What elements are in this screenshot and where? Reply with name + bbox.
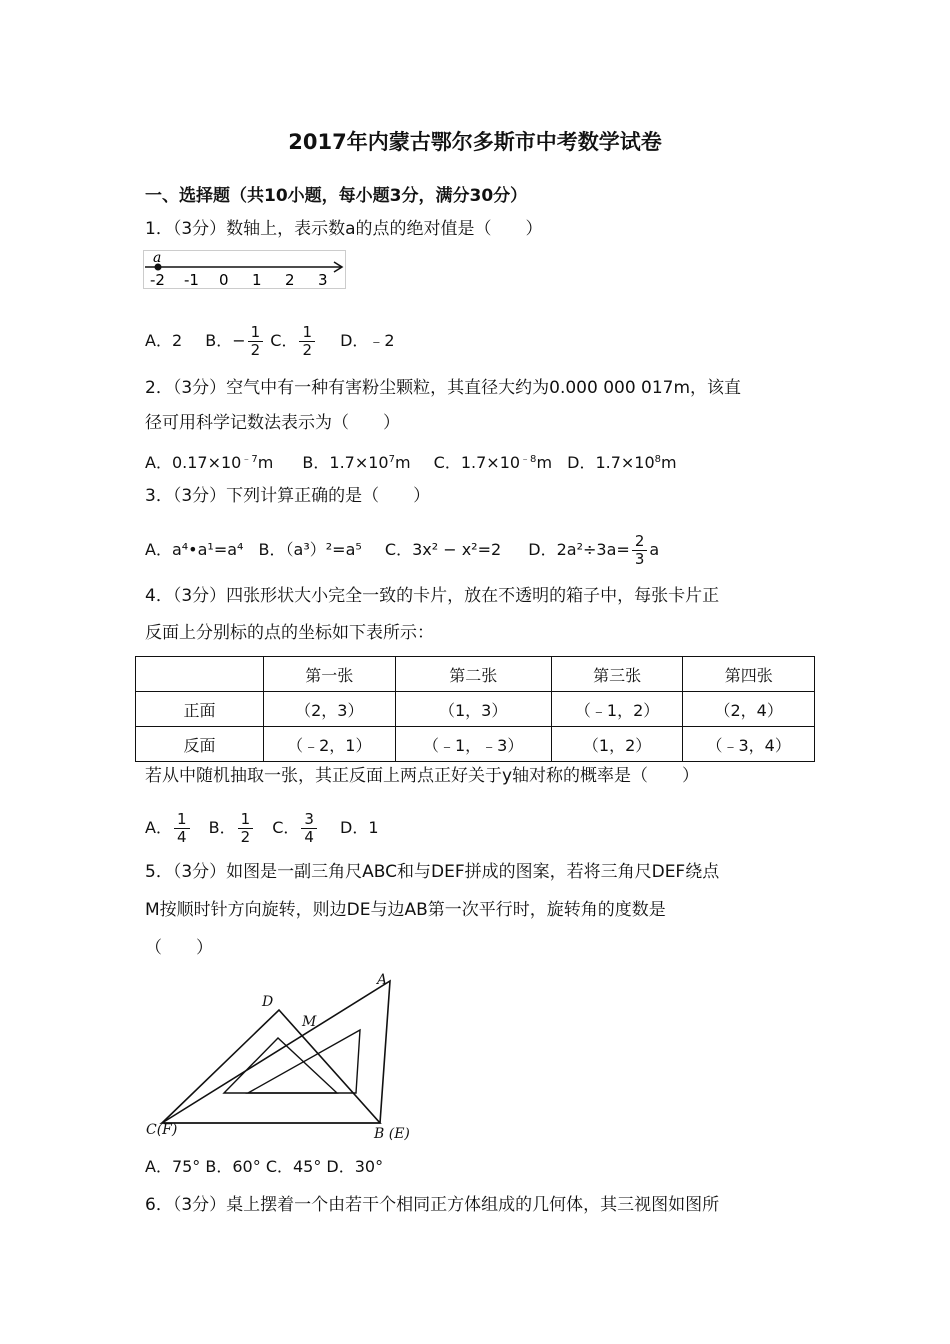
coordinates-table [135,656,815,762]
q2-option-b: B．$1.7\times 10^7m$ [302,453,411,472]
table-cell: 正面 [136,692,264,727]
q5-line-1: 5．（3分）如图是一副三角尺ABC和与DEF拼成的图案，若将三角尺DEF绕点 [145,862,720,882]
table-header-cell: 第三张 [551,657,683,692]
table-header-cell: 第四张 [683,657,815,692]
q4-option-c-fraction: $\frac{3}{4}$ [301,811,317,846]
tick-label: 3 [318,271,328,289]
tick-label: 0 [219,271,229,289]
table-cell: （2，4） [683,692,815,727]
q1-option-b: B． [205,331,233,350]
label-c: C(F) [146,1122,178,1138]
table-cell: （﹣3，4） [683,727,815,762]
q6-line-1: 6．（3分）桌上摆着一个由若干个相同正方体组成的几何体，其三视图如图所 [145,1195,720,1215]
q3-option-d-tail: a [649,540,660,559]
table-cell [136,657,264,692]
q4-question: 若从中随机抽取一张，其正反面上两点正好关于y轴对称的概率是（ ） [145,766,700,786]
q2-option-a: A．$0.17\times 10^{﹣7}m$ [145,453,274,472]
q4-option-b: B． [208,818,236,837]
table-row-front [136,692,815,727]
q4-line-1: 4．（3分）四张形状大小完全一致的卡片，放在不透明的箱子中，每张卡片正 [145,586,720,606]
point-a-label: a [153,250,162,266]
table-header-cell: 第一张 [264,657,396,692]
triangle-def [162,1010,380,1123]
tick-label: -1 [184,271,199,289]
tick-label: -2 [150,271,165,289]
q4-options [145,811,379,846]
label-d: D [262,994,274,1010]
q4-option-a: A． [145,818,172,837]
q3-option-d-fraction: $\frac{2}{3}$ [632,533,648,568]
table-row-back [136,727,815,762]
table-cell: （1，3） [395,692,551,727]
tick-label: 1 [252,271,262,289]
number-line-frame [144,251,346,289]
label-b: B (E) [374,1126,410,1142]
q1-option-a: A．2 [145,331,183,350]
triangle-figure [142,970,422,1146]
q3-option-c: C．3x² − x²=2 [384,540,502,559]
axis-tick-labels [150,271,328,289]
q3-option-d: D．2a²÷3a= [528,540,630,559]
label-a: A [377,972,388,988]
table-header-cell: 第二张 [395,657,551,692]
section-heading: 一、选择题（共10小题，每小题3分，满分30分） [145,186,528,206]
q3-stem: 3．（3分）下列计算正确的是（ ） [145,486,431,506]
table-cell: （﹣1，﹣3） [395,727,551,762]
table-cell: （2，3） [264,692,396,727]
q3-option-b: B．（a³）²=a⁵ [258,540,362,559]
number-line-figure [143,250,348,290]
q1-option-c: C． [270,331,298,350]
q1-option-d: D．﹣2 [340,331,395,350]
q4-option-a-fraction: $\frac{1}{4}$ [174,811,190,846]
triangle-abc [162,981,390,1123]
q2-option-c: C．$1.7\times 10^{﹣8}m$ [433,453,553,472]
q3-options [145,533,659,568]
label-m: M [302,1014,317,1030]
q2-options [145,448,677,475]
table-cell: （﹣1，2） [551,692,683,727]
tick-label: 2 [285,271,295,289]
q4-line-2: 反面上分别标的点的坐标如下表所示： [145,623,434,643]
q1-options [145,324,395,359]
table-cell: 反面 [136,727,264,762]
q4-option-d: D．1 [340,818,379,837]
q2-line-1: 2．（3分）空气中有一种有害粉尘颗粒，其直径大约为0.000 000 017m，该直 [145,378,742,398]
q4-option-b-fraction: $\frac{1}{2}$ [238,811,254,846]
q1-option-b-sign: − [232,331,246,350]
page-title: 2017年内蒙古鄂尔多斯市中考数学试卷 [288,130,662,154]
q5-line-2: M按顺时针方向旋转，则边DE与边AB第一次平行时，旋转角的度数是 [145,900,666,920]
q5-line-3: （ ） [145,938,213,958]
table-cell: （1，2） [551,727,683,762]
q5-options: A．75° B．60° C．45° D．30° [145,1157,384,1176]
table-cell: （﹣2，1） [264,727,396,762]
q1-option-b-fraction: $\frac{1}{2}$ [248,324,264,359]
q2-option-d: D．$1.7\times 10^8m$ [567,453,677,472]
table-header-row [136,657,815,692]
q1-stem: 1．（3分）数轴上，表示数a的点的绝对值是（ ） [145,219,543,239]
q2-line-2: 径可用科学记数法表示为（ ） [145,413,400,433]
q3-option-a: A．a⁴•a¹=a⁴ [145,540,244,559]
q1-option-c-fraction: $\frac{1}{2}$ [299,324,315,359]
q4-option-c: C． [272,818,300,837]
